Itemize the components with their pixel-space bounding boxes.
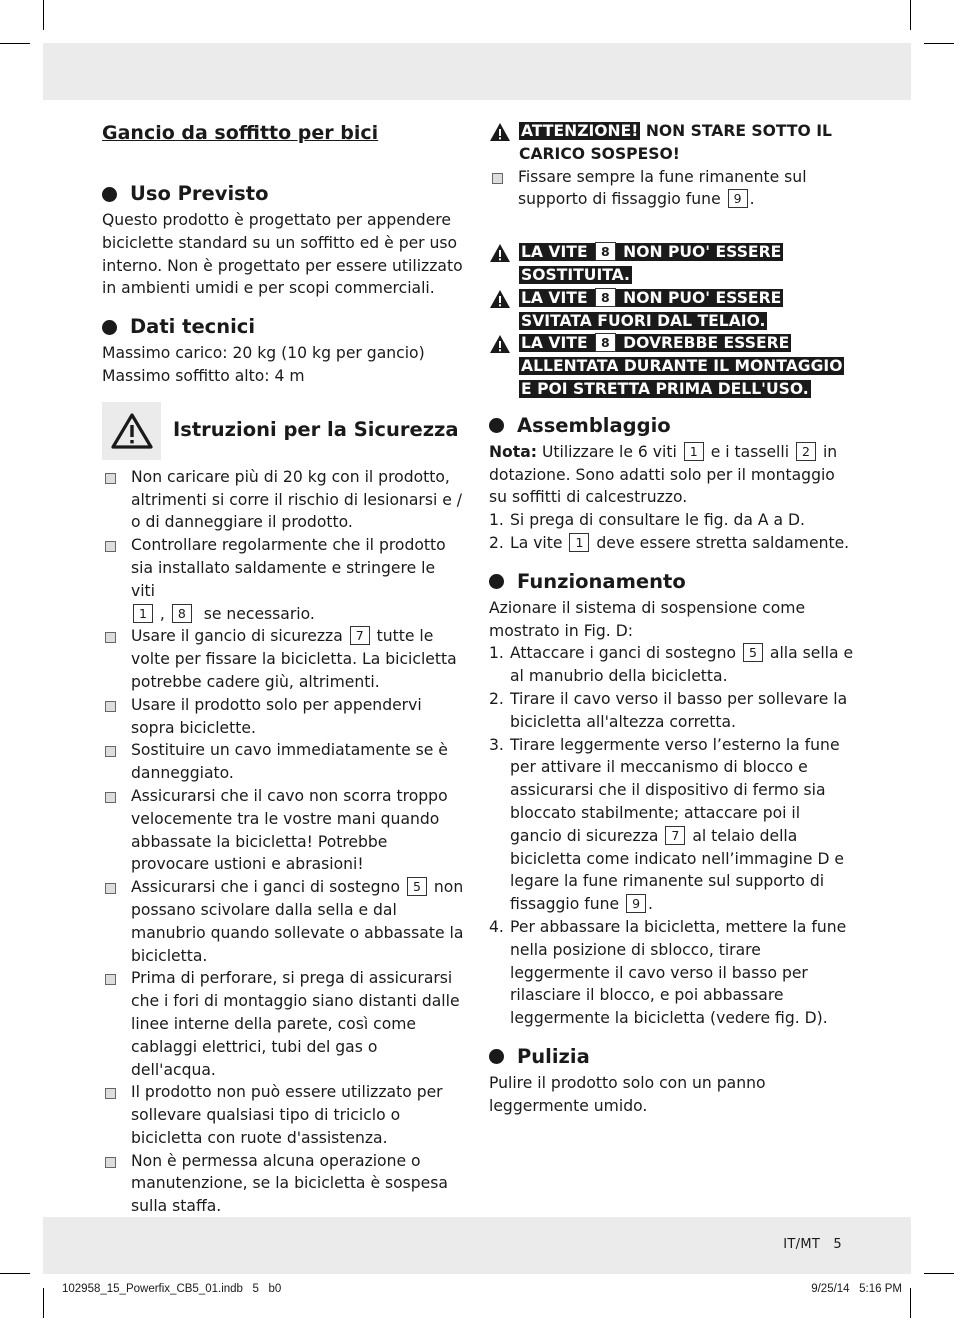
part-number-badge: 8 [595,242,616,261]
list-item: Il prodotto non può essere utilizzato per sollevare qualsiasi tipo di triciclo o bicicletta con ruote d'assistenza. [102,1081,464,1149]
bullet-dot-icon [489,574,504,589]
screw-warning: LA VITE 8 NON PUO' ESSERE SOSTITUITA. [489,241,854,287]
left-column [102,120,464,1218]
safety-heading [102,402,464,460]
part-number-badge: 8 [172,604,192,623]
crop-mark [924,1273,954,1274]
safety-list [102,466,464,1218]
heading-text: Dati tecnici [130,315,256,339]
right-column [489,120,854,1117]
list-item: Assicurarsi che il cavo non scorra troppo velocemente tra le vostre mani quando abbassate la bicicletta! Potrebbe provocare ustioni e abrasioni! [102,785,464,876]
bullet-dot-icon [102,187,117,202]
list-item: Non caricare più di 20 kg con il prodotto, altrimenti si corre il rischio di lesionarsi e / o di danneggiare il prodotto. [102,466,464,534]
warning-triangle-icon [102,402,161,460]
section-heading-assemblaggio [489,413,854,439]
crop-mark [0,43,30,44]
print-footer-file: 102958_15_Powerfix_CB5_01.indb 5 b0 [62,1283,282,1295]
page-number: IT/MT 5 [783,1237,842,1252]
heading-text: Assemblaggio [517,413,671,437]
screw-warning: LA VITE 8 NON PUO' ESSERE SVITATA FUORI DAL TELAIO. [489,287,854,333]
warning-triangle-icon [489,334,511,354]
crop-mark [0,1273,30,1274]
attention-list [489,166,854,212]
section-heading-pulizia [489,1044,854,1070]
heading-text: Pulizia [517,1044,590,1068]
list-item: Usare il gancio di sicurezza 7 tutte le volte per fissare la bicicletta. La bicicletta potrebbe cadere giù, altrimenti. [102,625,464,693]
bullet-dot-icon [489,418,504,433]
funzionamento-steps [489,642,854,1030]
section-heading-funzionamento [489,569,854,595]
section-heading-dati-tecnici [102,314,464,340]
list-item: 1. Si prega di consultare le fig. da A a D. [489,511,806,530]
screw-warning: LA VITE 8 DOVREBBE ESSERE ALLENTATA DURANTE IL MONTAGGIO E POI STRETTA PRIMA DELL'USO. [489,332,854,400]
funzionamento-intro: Azionare il sistema di sospensione come mostrato in Fig. D: [489,598,806,640]
crop-mark [924,43,954,44]
part-number-badge: 8 [595,333,616,352]
list-item: Fissare sempre la fune rimanente sul supporto di fissaggio fune 9 . [489,166,854,212]
document-title: Gancio da soffitto per bici [102,122,379,144]
part-number-badge: 9 [728,189,748,208]
crop-mark [43,1288,44,1318]
assemblaggio-steps [489,509,854,555]
part-number-badge: 5 [743,643,763,662]
list-item: 1. Attaccare i ganci di sostegno 5 alla sella e al manubrio della bicicletta. [489,644,854,686]
part-number-badge: 7 [350,626,370,645]
heading-text: Funzionamento [517,569,686,593]
warning-triangle-icon [489,243,511,263]
part-number-badge: 8 [595,288,616,307]
part-number-badge: 5 [407,877,427,896]
attention-warning [489,120,854,166]
list-item: Controllare regolarmente che il prodotto sia installato saldamente e stringere le viti 1 , 8 se necessario. [102,534,464,625]
crop-mark [910,1288,911,1318]
bullet-dot-icon [102,320,117,335]
dati-tecnici-line: Massimo carico: 20 kg (10 kg per gancio) [102,344,425,363]
list-item: 2. Tirare il cavo verso il basso per sollevare la bicicletta all'altezza corretta. [489,689,848,731]
crop-mark [910,0,911,30]
header-band [43,43,911,100]
part-number-badge: 1 [569,533,589,552]
list-item: Non è permessa alcuna operazione o manutenzione, se la bicicletta è sospesa sulla staffa. [102,1150,464,1218]
attention-text: NON STARE SOTTO IL CARICO SOSPESO! [519,122,832,163]
uso-previsto-text: Questo prodotto è progettato per appendere biciclette standard su un soffitto ed è per uso interno. Non è progettato per essere utilizzato in ambienti umidi e per scopi commerciali. [102,211,463,298]
list-item: Usare il prodotto solo per appendervi sopra biciclette. [102,694,464,740]
crop-mark [43,0,44,30]
warning-triangle-icon [489,122,511,142]
list-item: 3. Tirare leggermente verso l’esterno la fune per attivare il meccanismo di blocco e assicurarsi che il dispositivo di fermo sia bloccato stabilmente; attaccare poi il gancio di sicurezza 7 al telaio della bicicletta come indicato nell’immagine D e legare la fune rimanente sul supporto di fissaggio fune 9 . [489,735,845,914]
part-number-badge: 7 [665,826,685,845]
pulizia-text: Pulire il prodotto solo con un panno leggermente umido. [489,1073,766,1115]
part-number-badge: 2 [796,442,816,461]
assemblaggio-note: Nota: Utilizzare le 6 viti 1 e i tasselli 2 in dotazione. Sono adatti solo per il montaggio su soffitti di calcestruzzo. [489,442,838,507]
section-heading-uso-previsto [102,181,464,207]
dati-tecnici-line: Massimo soffitto alto: 4 m [102,366,305,385]
heading-text: Uso Previsto [130,182,269,205]
list-item: 4. Per abbassare la bicicletta, mettere la fune nella posizione di sblocco, tirare leggermente il cavo verso il basso per rilasciare il blocco, e poi abbassare leggermente la bicicletta (vedere fig. D). [489,917,847,1028]
part-number-badge: 1 [684,442,704,461]
part-number-badge: 9 [626,894,646,913]
print-footer-datetime: 9/25/14 5:16 PM [811,1283,902,1295]
list-item: Prima di perforare, si prega di assicurarsi che i fori di montaggio siano distanti dalle linee interne della parete, così come cablaggi elettrici, tubi del gas o dell'acqua. [102,967,464,1081]
list-item: 2. La vite 1 deve essere stretta saldamente. [489,533,850,552]
list-item: Sostituire un cavo immediatamente se è danneggiato. [102,739,464,785]
attention-label: ATTENZIONE! [521,122,639,140]
bullet-dot-icon [489,1049,504,1064]
list-item: Assicurarsi che i ganci di sostegno 5 non possano scivolare dalla sella e dal manubrio quando sollevate o abbassate la bicicletta. [102,876,464,967]
safety-title: Istruzioni per la Sicurezza [173,418,459,442]
footer-band [43,1217,911,1274]
part-number-badge: 1 [133,604,153,623]
warning-triangle-icon [489,289,511,309]
